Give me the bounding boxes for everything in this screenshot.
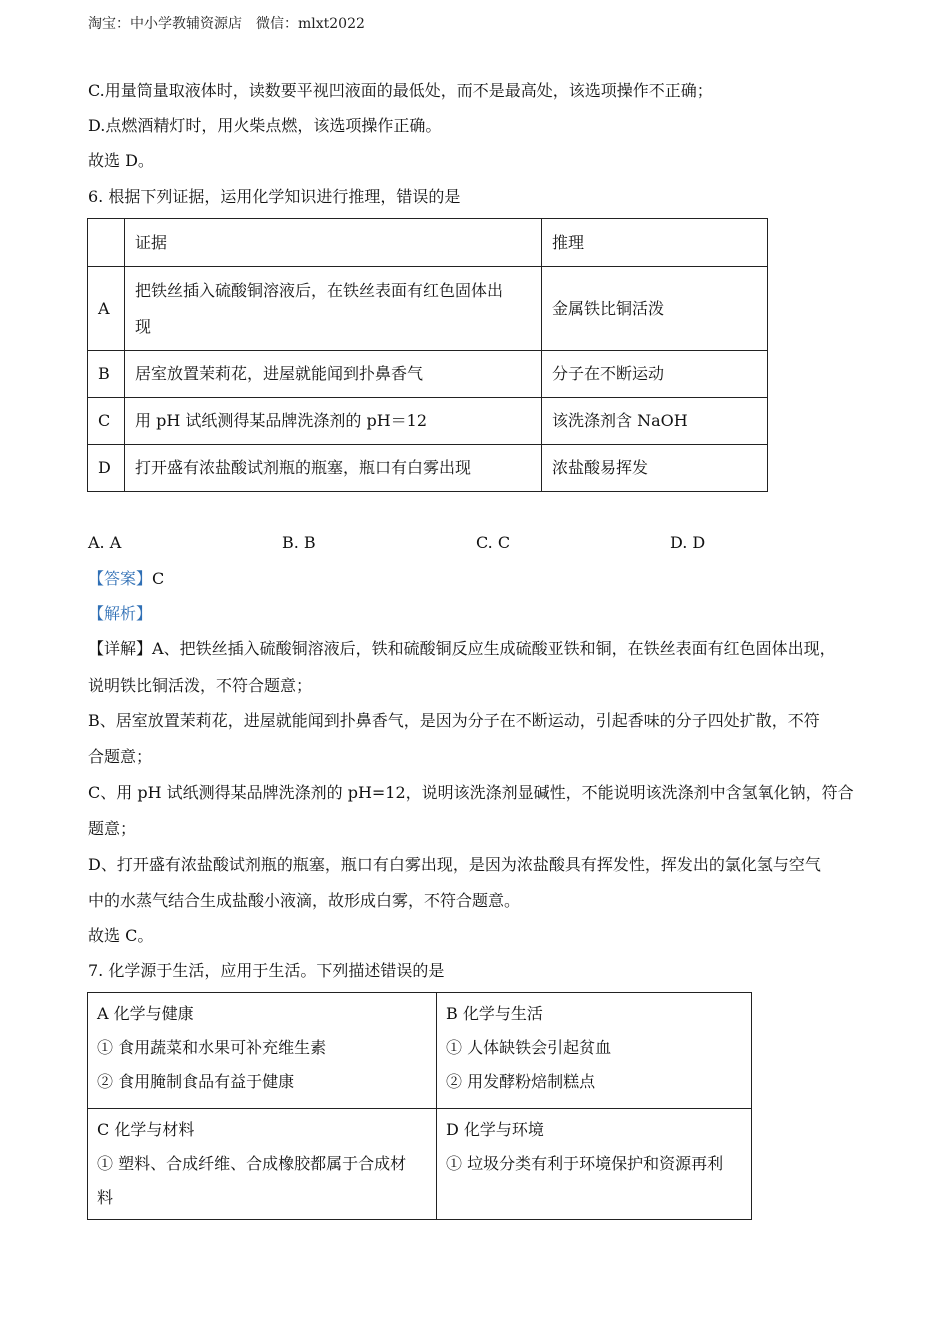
row-label: C (88, 398, 125, 445)
detail-c-line2: 题意； (88, 819, 137, 838)
header-wechat: 微信：mlxt2022 (256, 16, 365, 32)
q6-conclusion: 故选 C。 (88, 926, 154, 945)
cell-life (437, 993, 752, 1109)
answer-tag: 【答案】 (88, 569, 153, 588)
detail-tag: 【详解】 (88, 639, 153, 658)
cell-environment (437, 1109, 752, 1220)
detail-a-line1 (88, 638, 836, 660)
detail-c-line1: C、用 pH 试纸测得某品牌洗涤剂的 pH=12，说明该洗涤剂显碱性，不能说明该洗涤剂中含氢氧化钠，符合 (88, 783, 854, 802)
row-label: B (88, 351, 125, 398)
cell-line: ② 食用腌制食品有益于健康 (97, 1072, 295, 1091)
cell-line: ① 食用蔬菜和水果可补充维生素 (97, 1038, 327, 1057)
page-header (88, 13, 365, 33)
q7-stem: 7. 化学源于生活，应用于生活。下列描述错误的是 (88, 961, 445, 980)
cell-title: C 化学与材料 (97, 1120, 195, 1139)
q6-option-d: D. D (670, 533, 706, 552)
header-cell-inference: 推理 (542, 219, 768, 267)
table-row (88, 398, 768, 445)
row-inference: 该洗涤剂含 NaOH (542, 398, 768, 445)
header-cell-evidence: 证据 (125, 219, 542, 267)
prev-conclusion: 故选 D。 (88, 151, 154, 170)
q6-option-a: A. A (88, 533, 122, 552)
detail-d-line1: D、打开盛有浓盐酸试剂瓶的瓶塞，瓶口有白雾出现，是因为浓盐酸具有挥发性，挥发出的氯化氢与空气 (88, 855, 821, 874)
prev-option-c: C.用量筒量取液体时，读数要平视凹液面的最低处，而不是最高处，该选项操作不正确； (88, 81, 713, 100)
detail-a-line2: 说明铁比铜活泼，不符合题意； (88, 676, 313, 695)
cell-line: ② 用发酵粉焙制糕点 (446, 1072, 596, 1091)
table-header-row (88, 219, 768, 267)
table-row (88, 445, 768, 492)
row-label: D (88, 445, 125, 492)
cell-title: D 化学与环境 (446, 1120, 544, 1139)
row-evidence (125, 267, 542, 351)
row-evidence: 用 pH 试纸测得某品牌洗涤剂的 pH＝12 (125, 398, 542, 445)
cell-title: A 化学与健康 (97, 1004, 194, 1023)
answer-value: C (152, 569, 165, 588)
cell-materials (88, 1109, 437, 1220)
q6-option-b: B. B (282, 533, 316, 552)
detail-a-text: A、把铁丝插入硫酸铜溶液后，铁和硫酸铜反应生成硫酸亚铁和铜，在铁丝表面有红色固体出现， (152, 639, 836, 658)
q6-answer (88, 568, 164, 590)
row-label: A (88, 267, 125, 351)
cell-line: ① 垃圾分类有利于环境保护和资源再利 (446, 1154, 724, 1173)
row-evidence: 打开盛有浓盐酸试剂瓶的瓶塞，瓶口有白雾出现 (125, 445, 542, 492)
evidence-line: 把铁丝插入硫酸铜溶液后，在铁丝表面有红色固体出 (135, 280, 504, 300)
table-row (88, 351, 768, 398)
cell-health (88, 993, 437, 1109)
detail-d-line2: 中的水蒸气结合生成盐酸小液滴，故形成白雾，不符合题意。 (88, 891, 521, 910)
q6-stem: 6. 根据下列证据，运用化学知识进行推理，错误的是 (88, 187, 461, 206)
header-taobao: 淘宝：中小学教辅资源店 (88, 16, 242, 32)
row-inference: 浓盐酸易挥发 (542, 445, 768, 492)
header-cell-label (88, 219, 125, 267)
q7-table (87, 992, 752, 1220)
detail-b-line1: B、居室放置茉莉花，进屋就能闻到扑鼻香气，是因为分子在不断运动，引起香味的分子四处扩散，不符 (88, 711, 820, 730)
cell-line: 料 (97, 1188, 114, 1207)
evidence-line: 现 (135, 316, 152, 336)
table-row (88, 267, 768, 351)
table-row (88, 993, 752, 1109)
row-evidence: 居室放置茉莉花，进屋就能闻到扑鼻香气 (125, 351, 542, 398)
analysis-tag: 【解析】 (88, 604, 153, 623)
cell-line: ① 人体缺铁会引起贫血 (446, 1038, 612, 1057)
row-inference: 分子在不断运动 (542, 351, 768, 398)
row-inference: 金属铁比铜活泼 (542, 267, 768, 351)
prev-option-d: D.点燃酒精灯时，用火柴点燃，该选项操作正确。 (88, 116, 442, 135)
cell-title: B 化学与生活 (446, 1004, 543, 1023)
table-row (88, 1109, 752, 1220)
detail-b-line2: 合题意； (88, 747, 153, 766)
cell-line: ① 塑料、合成纤维、合成橡胶都属于合成材 (97, 1154, 407, 1173)
q6-option-c: C. C (476, 533, 511, 552)
q6-table (87, 218, 768, 492)
